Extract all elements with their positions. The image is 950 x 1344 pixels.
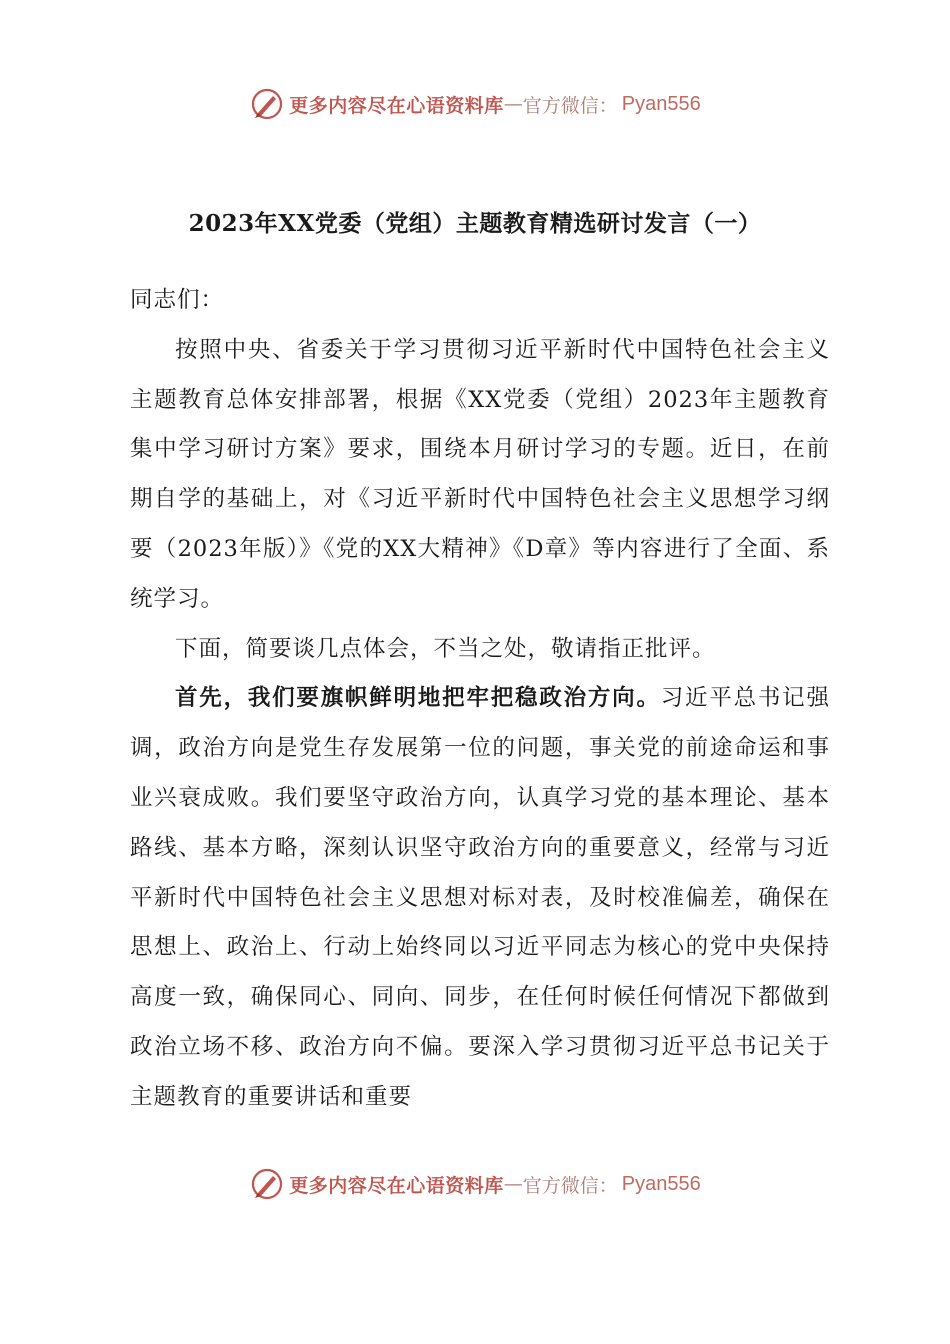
paragraph-intro: 按照中央、省委关于学习贯彻习近平新时代中国特色社会主义主题教育总体安排部署，根据《XX党委（党组）2023年主题教育集中学习研讨方案》要求，围绕本月研讨学习的专题。近日，在前期自学的基础上，对《习近平新时代中国特色社会主义思想学习纲要（2023年版）》《党的XX大精神》《D章》等内容进行了全面、系统学习。 [130,336,830,612]
paragraph-lead-heading: 首先，我们要旗帜鲜明地把牢把稳政治方向。 [175,685,661,712]
banner-separator: — [503,1173,523,1195]
paragraph-first-point [130,674,830,1122]
pen-logo-icon [249,1166,285,1202]
salutation: 同志们： [130,287,225,313]
paragraph-first-point-body: 习近平总书记强调，政治方向是党生存发展第一位的问题，事关党的前途命运和事业兴衰成败。我们要坚守政治方向，认真学习党的基本理论、基本路线、基本方略，深刻认识坚守政治方向的重要意义，经常与习近平新时代中国特色社会主义思想对标对表，及时校准偏差，确保在思想上、政治上、行动上始终同以习近平同志为核心的党中央保持高度一致，确保同心、同向、同步，在任何时候任何情况下都做到政治立场不移、政治方向不偏。要深入学习贯彻习近平总书记关于主题教育的重要讲话和重要 [130,685,830,1110]
header-banner [0,82,950,126]
banner-wechat-label: 官方微信： [522,94,618,117]
banner-wechat-id: Pyan556 [621,92,701,115]
document-body [130,276,830,1123]
paragraph-transition: 下面，简要谈几点体会，不当之处，敬请指正批评。 [175,635,716,662]
document-title: 2023年XX党委（党组）主题教育精选研讨发言（一） [188,210,762,237]
banner-title: 更多内容尽在心语资料库 [289,94,504,117]
banner-wechat-id: Pyan556 [621,1172,701,1195]
banner-wechat-label: 官方微信： [522,1174,618,1197]
pen-logo-icon [249,86,285,122]
banner-separator: — [503,93,523,115]
footer-banner [0,1162,950,1206]
banner-title: 更多内容尽在心语资料库 [289,1174,504,1197]
